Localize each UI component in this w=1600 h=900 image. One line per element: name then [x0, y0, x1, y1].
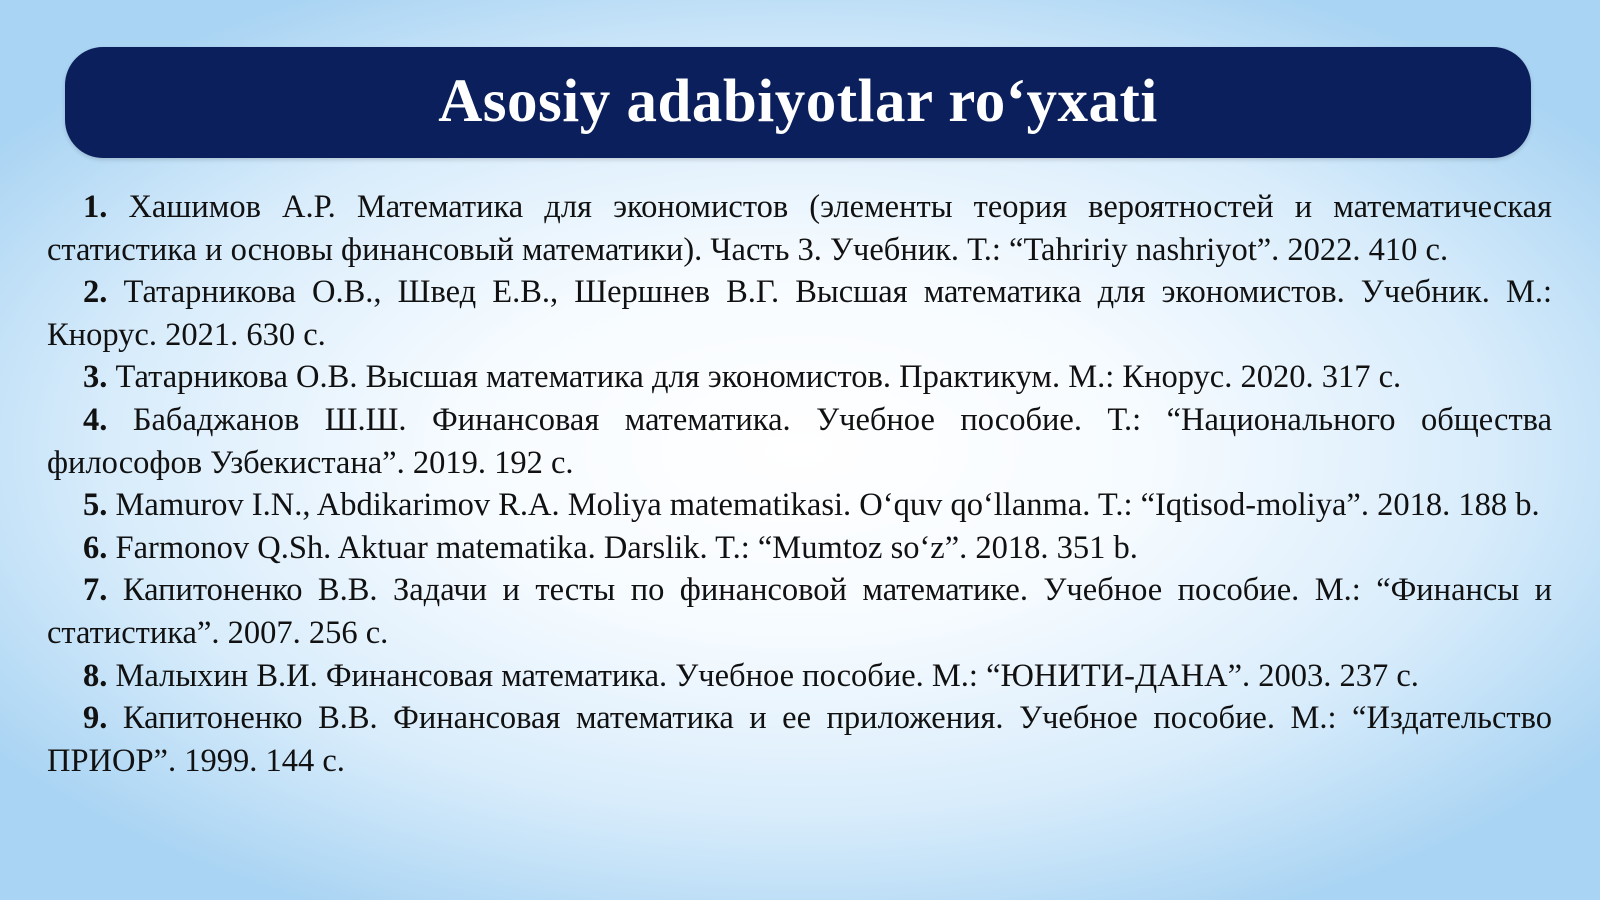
- reference-text: Хашимов А.Р. Математика для экономистов (элементы теория вероятностей и математическая статистика и основы финансовый математики). Часть 3. Учебник. Т.: “Tahririy nashriyot”. 2022. 410 с.: [47, 189, 1552, 268]
- reference-number: 9.: [83, 700, 108, 737]
- reference-number: 3.: [83, 359, 108, 396]
- reference-text: Бабаджанов Ш.Ш. Финансовая математика. Учебное пособие. Т.: “Национального общества философов Узбекистана”. 2019. 192 с.: [47, 401, 1552, 481]
- reference-item: [47, 527, 1552, 570]
- slide-title: Asosiy adabiyotlar ro‘yxati: [438, 68, 1158, 135]
- reference-number: 6.: [83, 529, 108, 566]
- title-banner: [65, 47, 1531, 158]
- reference-number: 1.: [83, 189, 108, 225]
- reference-number: 5.: [83, 487, 108, 524]
- reference-number: 8.: [83, 657, 108, 694]
- reference-item: [47, 655, 1552, 698]
- reference-text: Татарникова О.В., Швед Е.В., Шершнев В.Г. Высшая математика для экономистов. Учебник. М.: Кнорус. 2021. 630 с.: [47, 274, 1552, 353]
- reference-item: [47, 484, 1552, 527]
- reference-number: 7.: [83, 572, 108, 609]
- reference-item: [47, 399, 1552, 484]
- reference-item: [47, 186, 1552, 271]
- reference-item: [47, 271, 1552, 356]
- reference-text: Малыхин В.И. Финансовая математика. Учебное пособие. М.: “ЮНИТИ-ДАНА”. 2003. 237 с.: [107, 657, 1419, 694]
- reference-text: Татарникова О.В. Высшая математика для экономистов. Практикум. М.: Кнорус. 2020. 317 с.: [107, 359, 1402, 396]
- reference-number: 2.: [83, 274, 108, 311]
- reference-item: [47, 697, 1552, 782]
- reference-item: [47, 356, 1552, 399]
- reference-text: Mamurov I.N., Abdikarimov R.A. Moliya matematikasi. O‘quv qo‘llanma. T.: “Iqtisod-moliya”. 2018. 188 b.: [107, 487, 1540, 524]
- reference-text: Капитоненко В.В. Задачи и тесты по финансовой математике. Учебное пособие. М.: “Финансы и статистика”. 2007. 256 с.: [47, 572, 1552, 651]
- reference-number: 4.: [83, 401, 108, 438]
- reference-item: [47, 569, 1552, 654]
- reference-text: Капитоненко В.В. Финансовая математика и ее приложения. Учебное пособие. М.: “Издательство ПРИОР”. 1999. 144 с.: [47, 700, 1552, 779]
- reference-list: [47, 186, 1552, 782]
- reference-text: Farmonov Q.Sh. Aktuar matematika. Darslik. T.: “Mumtoz so‘z”. 2018. 351 b.: [107, 529, 1138, 566]
